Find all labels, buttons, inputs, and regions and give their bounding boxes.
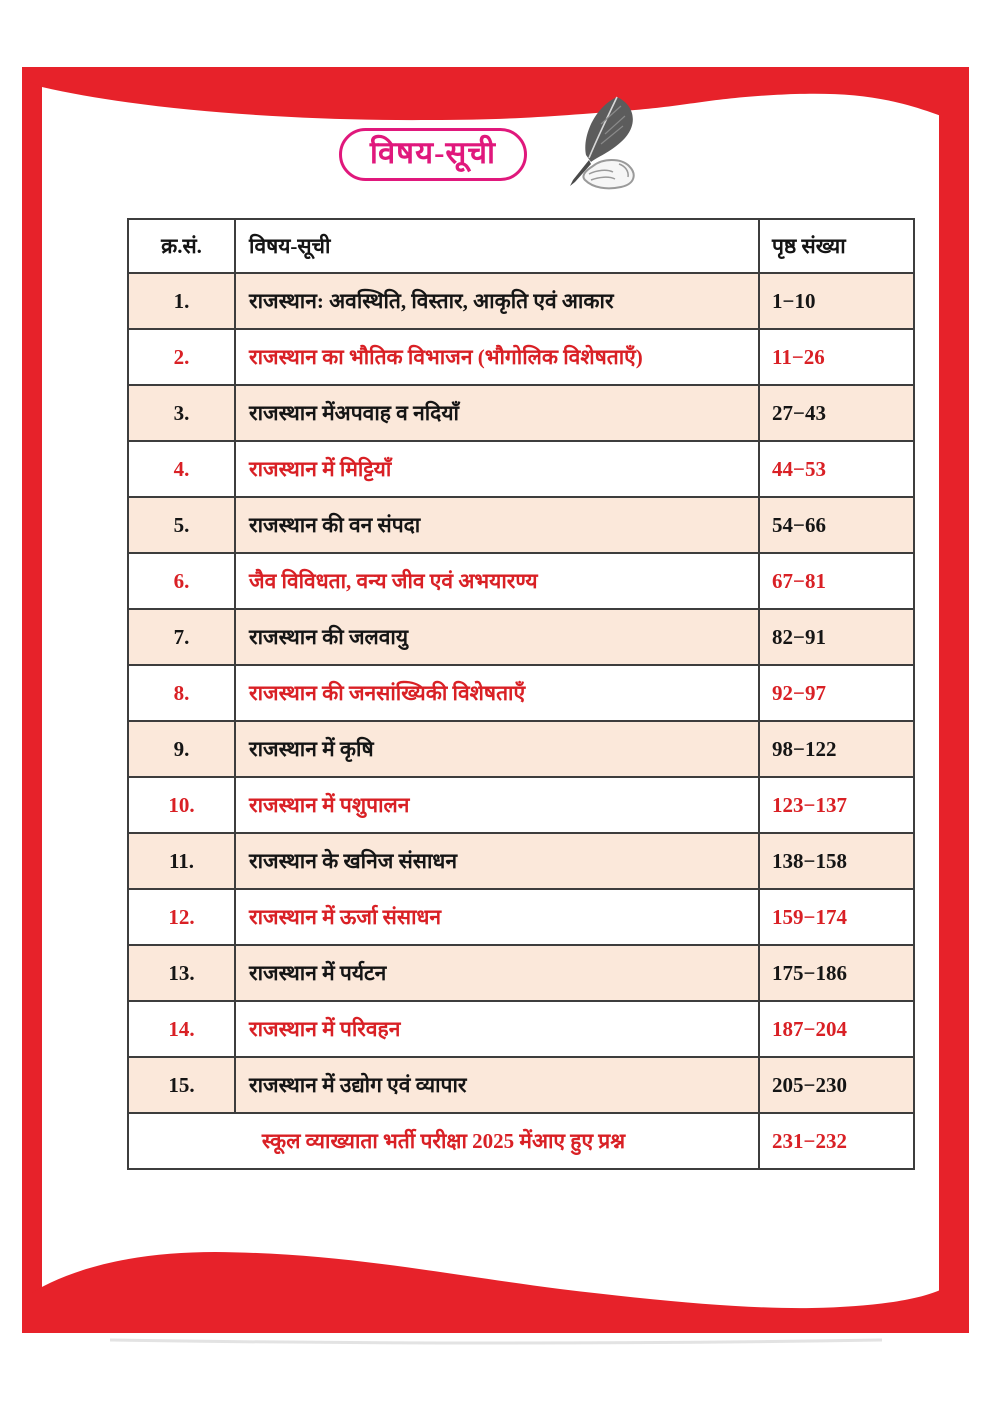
cell-sno: 14.: [128, 1001, 235, 1057]
cell-sno: 2.: [128, 329, 235, 385]
col-header-sno: क्र.सं.: [128, 219, 235, 273]
cell-pages: 54−66: [759, 497, 914, 553]
toc-body: [128, 273, 914, 1169]
cell-topic: राजस्थान की वन संपदा: [235, 497, 759, 553]
cell-pages: 159−174: [759, 889, 914, 945]
cell-sno: 5.: [128, 497, 235, 553]
frame-bottom-swoosh: [22, 1252, 969, 1333]
cell-sno: 4.: [128, 441, 235, 497]
cell-sno: 6.: [128, 553, 235, 609]
table-row: [128, 833, 914, 889]
col-header-topic: विषय-सूची: [235, 219, 759, 273]
cell-topic: राजस्थान में मिट्टियाँ: [235, 441, 759, 497]
table-row: [128, 553, 914, 609]
header-row: [128, 219, 914, 273]
cell-pages: 138−158: [759, 833, 914, 889]
page-title: विषय-सूची: [339, 128, 527, 181]
cell-sno: 7.: [128, 609, 235, 665]
cell-sno: 10.: [128, 777, 235, 833]
cell-pages: 44−53: [759, 441, 914, 497]
table-row: [128, 1057, 914, 1113]
cell-pages: 175−186: [759, 945, 914, 1001]
cell-pages: 123−137: [759, 777, 914, 833]
cell-pages: 27−43: [759, 385, 914, 441]
cell-sno: 15.: [128, 1057, 235, 1113]
table-row: [128, 441, 914, 497]
cell-sno: 9.: [128, 721, 235, 777]
footer-pages: 231−232: [759, 1113, 914, 1169]
cell-sno: 1.: [128, 273, 235, 329]
table-row: [128, 385, 914, 441]
table-row: [128, 777, 914, 833]
cell-topic: राजस्थान में पशुपालन: [235, 777, 759, 833]
cell-sno: 3.: [128, 385, 235, 441]
table-row: [128, 665, 914, 721]
table-row: [128, 889, 914, 945]
cell-pages: 82−91: [759, 609, 914, 665]
cell-topic: राजस्थान का भौतिक विभाजन (भौगोलिक विशेषताएँ): [235, 329, 759, 385]
cell-topic: राजस्थान की जलवायु: [235, 609, 759, 665]
cell-sno: 12.: [128, 889, 235, 945]
frame-right-stripe: [939, 67, 969, 1333]
cell-topic: राजस्थान में पर्यटन: [235, 945, 759, 1001]
footer-row: [128, 1113, 914, 1169]
table-row: [128, 721, 914, 777]
table-row: [128, 329, 914, 385]
cell-topic: राजस्थान में उद्योग एवं व्यापार: [235, 1057, 759, 1113]
cell-pages: 205−230: [759, 1057, 914, 1113]
cell-pages: 1−10: [759, 273, 914, 329]
cell-sno: 13.: [128, 945, 235, 1001]
cell-topic: राजस्थान की जनसांख्यिकी विशेषताएँ: [235, 665, 759, 721]
cell-topic: राजस्थान के खनिज संसाधन: [235, 833, 759, 889]
cell-pages: 92−97: [759, 665, 914, 721]
frame-shadow-line: [110, 1340, 882, 1343]
table-row: [128, 945, 914, 1001]
cell-pages: 11−26: [759, 329, 914, 385]
cell-topic: राजस्थान: अवस्थिति, विस्तार, आकृति एवं आकार: [235, 273, 759, 329]
col-header-pages: पृष्ठ संख्या: [759, 219, 914, 273]
frame-left-stripe: [22, 67, 42, 1333]
cell-topic: राजस्थान में ऊर्जा संसाधन: [235, 889, 759, 945]
cell-topic: जैव विविधता, वन्य जीव एवं अभयारण्य: [235, 553, 759, 609]
table-row: [128, 1001, 914, 1057]
toc-table-head: [128, 219, 914, 273]
cell-pages: 187−204: [759, 1001, 914, 1057]
toc-table: [127, 218, 915, 1170]
quill-pen-icon: [549, 94, 653, 192]
page-header: [0, 112, 992, 192]
cell-sno: 11.: [128, 833, 235, 889]
cell-topic: राजस्थान में परिवहन: [235, 1001, 759, 1057]
table-row: [128, 609, 914, 665]
cell-topic: राजस्थान मेंअपवाह व नदियाँ: [235, 385, 759, 441]
cell-pages: 67−81: [759, 553, 914, 609]
cell-pages: 98−122: [759, 721, 914, 777]
cell-sno: 8.: [128, 665, 235, 721]
table-row: [128, 273, 914, 329]
table-row: [128, 497, 914, 553]
cell-topic: राजस्थान में कृषि: [235, 721, 759, 777]
footer-topic: स्कूल व्याख्याता भर्ती परीक्षा 2025 मेंआए हुए प्रश्न: [128, 1113, 759, 1169]
